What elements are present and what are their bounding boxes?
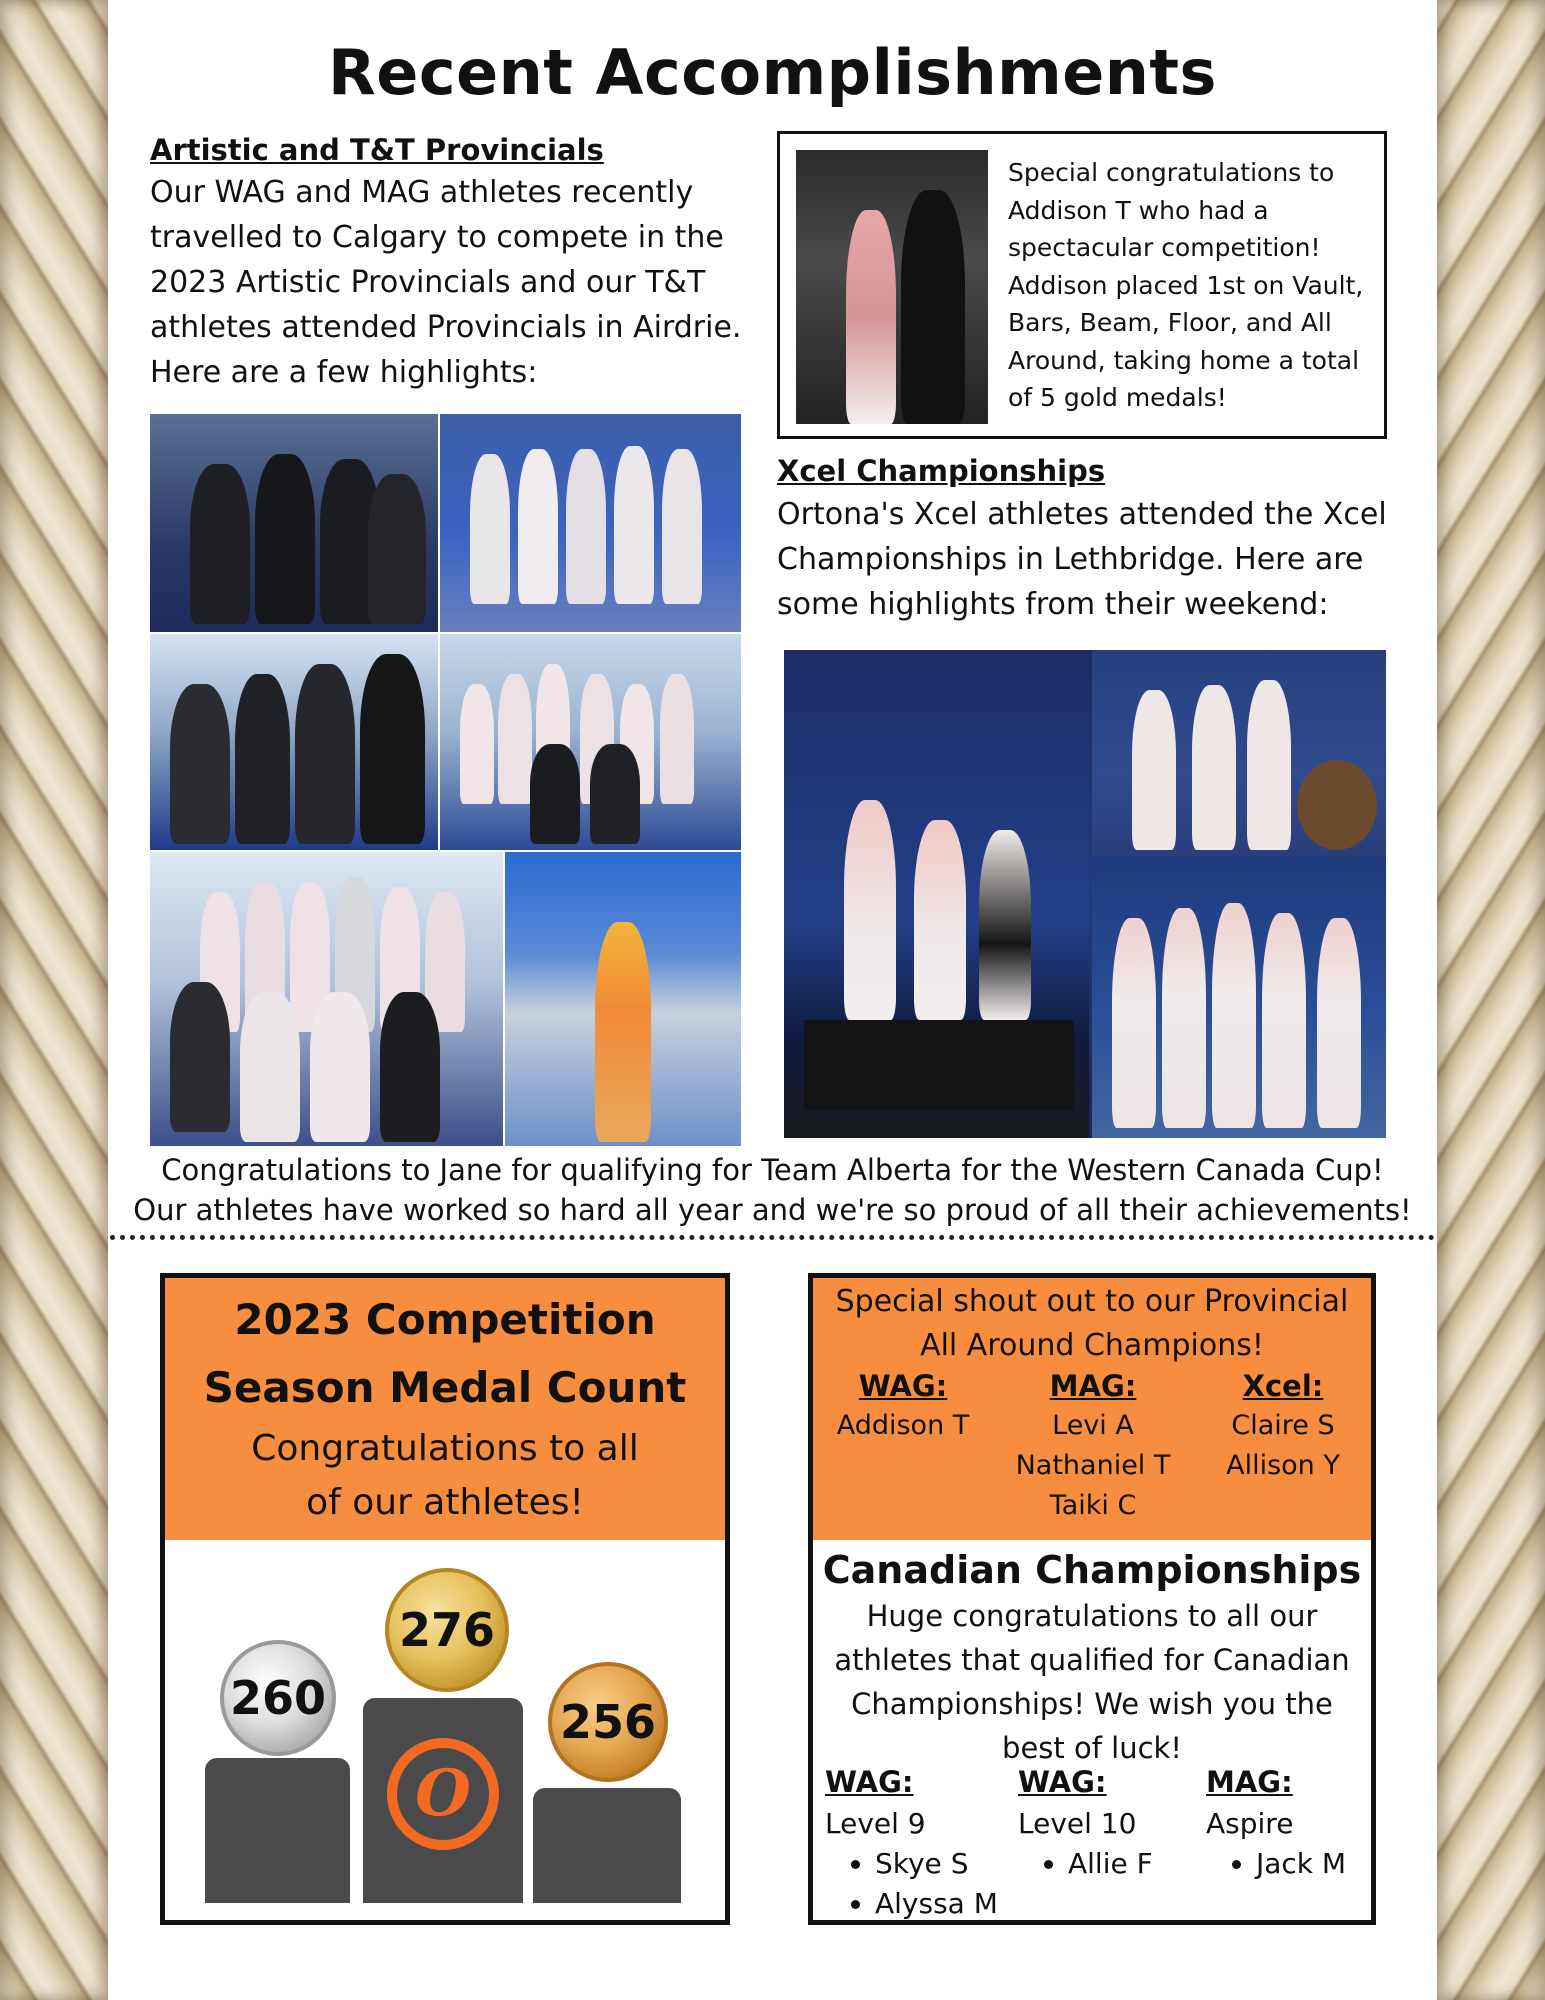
qualifier-level: Level 9 [825,1807,926,1840]
shoutout-box [808,1273,1376,1925]
medal-count-title [165,1278,725,1422]
xcel-line: Ortona's Xcel athletes attended the Xcel [777,497,1387,532]
artistic-line: Our WAG and MAG athletes recently [150,175,694,210]
podium-right [533,1788,681,1903]
qualifier-list [1206,1844,1366,1884]
champion-name: Allison Y [1226,1450,1340,1481]
canadian-line: athletes that qualified for Canadian [834,1643,1350,1677]
artistic-text [150,170,760,395]
medal-sub-line-1: Congratulations to all [251,1428,639,1469]
shoutout-intro-line-2: All Around Champions! [920,1328,1264,1363]
ortona-logo-icon: O [387,1738,499,1850]
addison-feature-box [777,131,1387,439]
champion-name: Levi A [1052,1410,1134,1441]
xcel-text [777,492,1397,627]
qualifier-group-wag-level9 [825,1760,1005,1924]
medal-count-subtitle [165,1422,725,1530]
artistic-line: travelled to Calgary to compete in the [150,220,724,255]
bronze-medal-count: 256 [548,1662,668,1782]
qualifier-athlete: • Allie F [1068,1844,1188,1884]
champion-name: Claire S [1231,1410,1335,1441]
feature-line: Special congratulations to [1008,158,1335,187]
medal-title-line-1: 2023 Competition [234,1295,656,1344]
xcel-photo-group [1092,858,1386,1138]
artistic-line: Here are a few highlights: [150,355,538,390]
congrats-message [0,1150,1545,1230]
champions-column-wag [823,1366,983,1446]
artistic-line: 2023 Artistic Provincials and our T&T [150,265,706,300]
canadian-line: Huge congratulations to all our [866,1599,1318,1633]
qualifier-level: Aspire [1206,1807,1294,1840]
artistic-section [150,130,760,395]
collage-photo-mag-team [150,414,438,632]
congrats-line-2: Our athletes have worked so hard all year and we're so proud of all their achievements! [133,1193,1412,1227]
qualifier-athlete: • Jack M [1256,1844,1366,1884]
canadian-line: best of luck! [1002,1731,1182,1765]
medal-count-header [165,1278,725,1540]
feature-line: spectacular competition! [1008,233,1321,262]
artistic-line: athletes attended Provincials in Airdrie. [150,310,742,345]
qualifier-athlete: • Skye S [875,1844,1005,1884]
addison-text [1008,154,1378,417]
qualifier-list [825,1844,1005,1924]
champion-name: Taiki C [1049,1490,1137,1521]
collage-photo-mag-podium [150,634,438,850]
champion-name: Addison T [836,1410,970,1441]
podium-left [205,1758,350,1903]
xcel-photo-mascot [1092,650,1386,856]
congrats-line-1: Congratulations to Jane for qualifying for Team Alberta for the Western Canada Cup! [161,1153,1384,1187]
canadian-line: Championships! We wish you the [851,1687,1333,1721]
xcel-photo-collage [784,650,1386,1138]
shoutout-intro [813,1278,1371,1368]
medal-count-box [160,1273,730,1925]
qualifier-heading: WAG: [825,1765,914,1799]
gold-medal-count: 276 [385,1568,509,1692]
xcel-line: some highlights from their weekend: [777,587,1329,622]
page-title: Recent Accomplishments [328,36,1217,109]
dotted-divider [110,1235,1435,1240]
feature-line: Addison placed 1st on Vault, [1008,270,1364,300]
champion-name: Nathaniel T [1015,1450,1171,1481]
collage-photo-tt-athlete [505,852,741,1146]
shoutout-intro-line-1: Special shout out to our Provincial [835,1284,1349,1319]
champions-heading: WAG: [858,1369,948,1403]
qualifier-level: Level 10 [1018,1807,1137,1840]
champions-heading: Xcel: [1242,1369,1324,1403]
qualifier-athlete: • Alyssa M [875,1884,1005,1924]
addison-photo [796,150,988,424]
rope-border-left [0,0,108,2000]
qualifier-group-mag-aspire [1206,1760,1366,1884]
qualifier-list [1018,1844,1188,1884]
collage-photo-wag-podium [440,634,741,850]
xcel-section [777,450,1397,627]
champions-heading: MAG: [1049,1369,1137,1403]
qualifier-group-wag-level10 [1018,1760,1188,1884]
artistic-heading: Artistic and T&T Provincials [150,133,604,167]
medal-sub-line-2: of our athletes! [306,1482,584,1523]
champions-column-mag [1003,1366,1183,1526]
canadian-championships-text [823,1594,1361,1770]
feature-line: Bars, Beam, Floor, and All [1008,308,1332,337]
champions-column-xcel [1203,1366,1363,1486]
medal-title-line-2: Season Medal Count [203,1363,687,1412]
canadian-championships-title: Canadian Championships [822,1548,1362,1592]
feature-line: Addison T who had a [1008,195,1269,225]
feature-line: of 5 gold medals! [1008,383,1227,412]
feature-line: Around, taking home a total [1008,345,1360,375]
shoutout-header [813,1278,1371,1540]
xcel-heading: Xcel Championships [777,454,1106,488]
qualifier-heading: MAG: [1206,1765,1293,1799]
artistic-photo-collage [150,414,741,1146]
xcel-photo-podium [784,650,1089,1138]
xcel-line: Championships in Lethbridge. Here are [777,542,1364,577]
rope-border-right [1437,0,1545,2000]
silver-medal-count: 260 [220,1640,336,1756]
collage-photo-wag-line [440,414,741,632]
qualifier-heading: WAG: [1018,1765,1107,1799]
collage-photo-group [150,852,503,1146]
